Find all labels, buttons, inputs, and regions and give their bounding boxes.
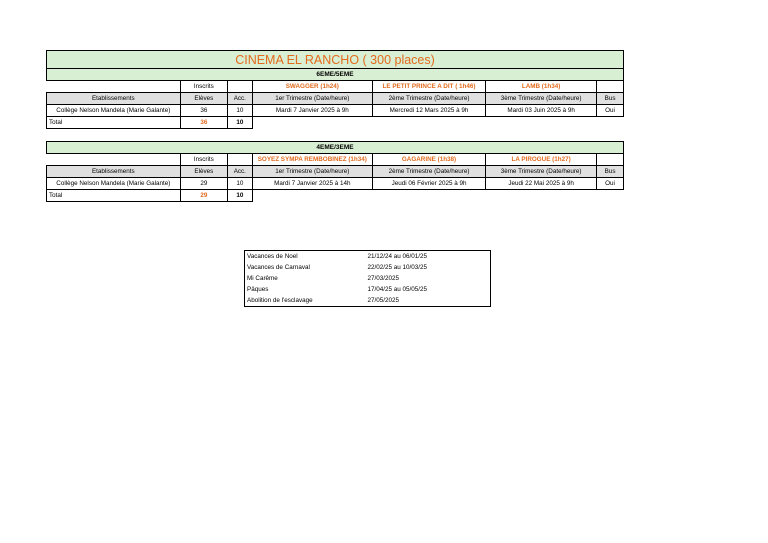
bus-value: Oui xyxy=(597,178,624,190)
header-acc: Acc. xyxy=(227,93,252,105)
header-etablissements: Etablissements xyxy=(47,93,181,105)
date-trimestre-3: Mardi 03 Juin 2025 à 9h xyxy=(486,105,597,117)
header-trimestre-3: 3ème Trimestre (Date/heure) xyxy=(486,166,597,178)
film-title: LAMB (1h34) xyxy=(486,81,597,93)
school-name: Collège Nelson Mandela (Marie Galante) xyxy=(47,105,181,117)
header-trimestre-1: 1er Trimestre (Date/heure) xyxy=(252,93,372,105)
total-acc: 10 xyxy=(227,190,252,202)
holiday-row xyxy=(245,295,491,307)
header-eleves: Elèves xyxy=(180,93,227,105)
schedule-table xyxy=(46,50,624,202)
table-row xyxy=(47,105,624,117)
eleves-count: 29 xyxy=(180,178,227,190)
inscrits-label: Inscrits xyxy=(180,154,227,166)
holiday-row xyxy=(245,273,491,284)
eleves-count: 36 xyxy=(180,105,227,117)
holiday-name: Vacances de Carnaval xyxy=(247,264,310,271)
section-level: 6EME/5EME xyxy=(47,69,624,81)
holiday-dates: 27/03/2025 xyxy=(367,275,400,282)
total-row xyxy=(47,117,624,129)
holiday-dates: 17/04/25 au 05/05/25 xyxy=(367,286,428,293)
holiday-dates: 22/02/25 au 10/03/25 xyxy=(367,264,428,271)
total-eleves: 36 xyxy=(180,117,227,129)
holiday-name: Vacances de Noel xyxy=(247,253,298,260)
header-eleves: Elèves xyxy=(180,166,227,178)
total-label: Total xyxy=(47,117,181,129)
film-title: SOYEZ SYMPA REMBOBINEZ (1h34) xyxy=(252,154,372,166)
film-title: GAGARINE (1h38) xyxy=(372,154,485,166)
total-eleves: 29 xyxy=(180,190,227,202)
header-acc: Acc. xyxy=(227,166,252,178)
holiday-row xyxy=(245,284,491,295)
date-trimestre-1: Mardi 7 Janvier 2025 à 9h xyxy=(252,105,372,117)
total-row xyxy=(47,190,624,202)
film-title: LE PETIT PRINCE A DIT ( 1h46) xyxy=(372,81,485,93)
header-trimestre-3: 3ème Trimestre (Date/heure) xyxy=(486,93,597,105)
header-etablissements: Etablissements xyxy=(47,166,181,178)
total-acc: 10 xyxy=(227,117,252,129)
holidays-table xyxy=(244,250,491,307)
film-title: LA PIROGUE (1h27) xyxy=(486,154,597,166)
section-level: 4EME/3EME xyxy=(47,142,624,154)
acc-count: 10 xyxy=(227,105,252,117)
header-trimestre-1: 1er Trimestre (Date/heure) xyxy=(252,166,372,178)
holiday-name: Pâques xyxy=(247,286,269,293)
acc-count: 10 xyxy=(227,178,252,190)
school-name: Collège Nelson Mandela (Marie Galante) xyxy=(47,178,181,190)
holiday-name: Mi Carême xyxy=(247,275,278,282)
bus-value: Oui xyxy=(597,105,624,117)
film-title: SWAGGER (1h24) xyxy=(252,81,372,93)
date-trimestre-2: Mercredi 12 Mars 2025 à 9h xyxy=(372,105,485,117)
date-trimestre-3: Jeudi 22 Mai 2025 à 9h xyxy=(486,178,597,190)
date-trimestre-1: Mardi 7 Janvier 2025 à 14h xyxy=(252,178,372,190)
header-bus: Bus xyxy=(597,93,624,105)
header-trimestre-2: 2ème Trimestre (Date/heure) xyxy=(372,93,485,105)
holiday-dates: 21/12/24 au 06/01/25 xyxy=(367,253,428,260)
date-trimestre-2: Jeudi 06 Février 2025 à 9h xyxy=(372,178,485,190)
page-title: CINEMA EL RANCHO ( 300 places) xyxy=(47,51,624,69)
table-row xyxy=(47,178,624,190)
header-trimestre-2: 2ème Trimestre (Date/heure) xyxy=(372,166,485,178)
holiday-dates: 27/05/2025 xyxy=(367,297,400,304)
holiday-row xyxy=(245,251,491,263)
inscrits-label: Inscrits xyxy=(180,81,227,93)
holiday-row xyxy=(245,262,491,273)
total-label: Total xyxy=(47,190,181,202)
header-bus: Bus xyxy=(597,166,624,178)
holiday-name: Abolition de l'esclavage xyxy=(247,297,313,304)
